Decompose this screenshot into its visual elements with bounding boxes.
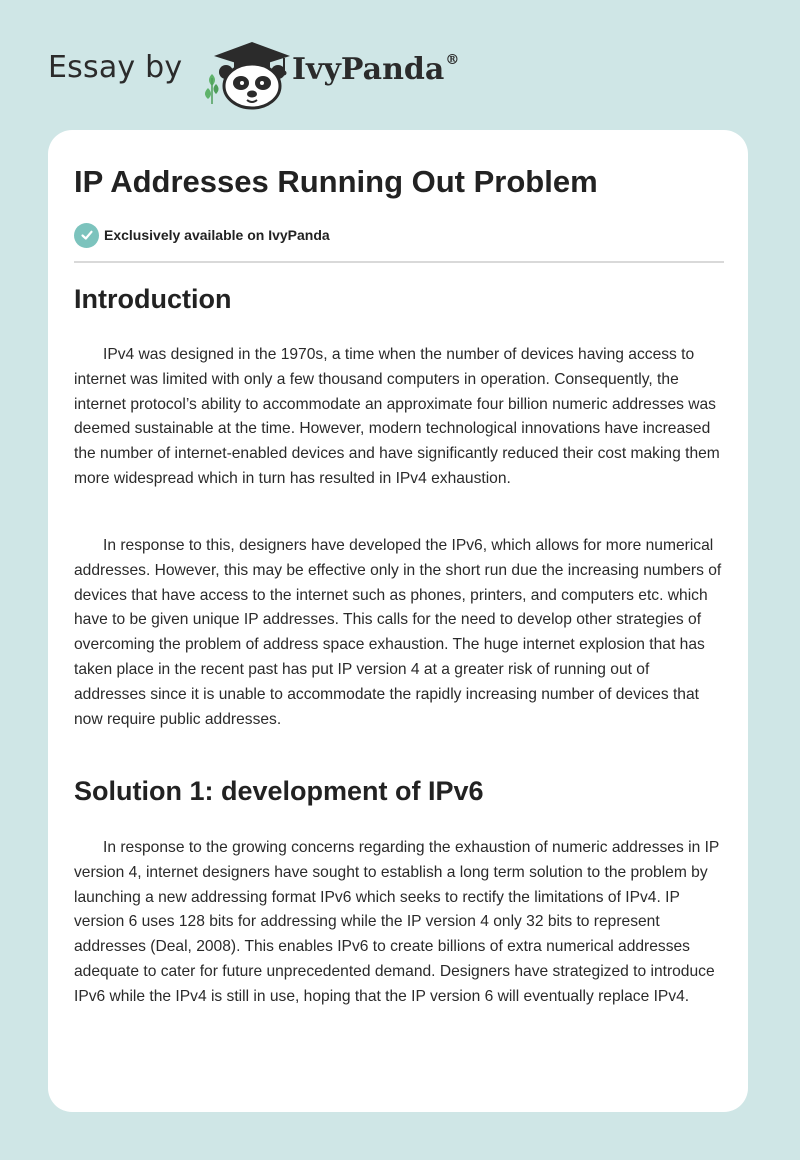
exclusive-badge: [74, 222, 330, 248]
paragraph: IPv4 was designed in the 1970s, a time when the number of devices having access to internet was limited with only a few thousand computers in operation. Consequently, the internet protocol’s ability to accommodate an approximate four billion numeric addresses was deemed sustainable at the time. However, modern technological innovations have increased the number of internet-enabled devices and have significantly reduced their cost making them more widespread which in turn has resulted in IPv4 exhaustion.: [74, 346, 720, 487]
essay-title: IP Addresses Running Out Problem: [74, 164, 598, 199]
essay-card: [48, 130, 748, 1112]
ivy-leaf-icon: [205, 74, 219, 104]
essay-by-label: Essay by: [48, 50, 183, 85]
checkmark-icon: [74, 223, 99, 248]
registered-mark: ®: [445, 52, 460, 68]
site-header: [0, 0, 800, 120]
brand-name[interactable]: IvyPanda®: [292, 52, 460, 87]
ivypanda-logo[interactable]: [200, 38, 292, 110]
paragraph: In response to the growing concerns regarding the exhaustion of numeric addresses in IP version 4, internet designers have sought to establish a long term solution to the problem by launching a new addressing format IPv6 which seeks to rectify the limitations of IPv4. IP version 6 uses 128 bits for addressing while the IP version 4 only 32 bits to represent addresses (Deal, 2008). This enables IPv6 to create billions of extra numerical addresses adequate to cater for future unprecedented demand. Designers have strategized to introduce IPv6 while the IPv4 is still in use, hoping that the IP version 6 will eventually replace IPv4.: [74, 839, 720, 1005]
title-divider: [74, 261, 724, 263]
paragraph: In response to this, designers have developed the IPv6, which allows for more numerical addresses. However, this may be effective only in the short run due the increasing numbers of devices that have access to the internet such as phones, printers, and computers etc. which have to be given unique IP addresses. This calls for the need to develop other strategies of overcoming the problem of address space exhaustion. The huge internet explosion that has taken place in the recent past has put IP version 4 at a greater risk of running out of addresses since it is unable to accommodate the rapidly increasing number of devices that now require public addresses.: [74, 537, 722, 728]
section-heading-solution-1: Solution 1: development of IPv6: [74, 776, 484, 806]
panda-face-icon: [219, 64, 285, 108]
exclusive-badge-text: Exclusively available on IvyPanda: [104, 227, 330, 243]
section-heading-introduction: Introduction: [74, 284, 232, 314]
